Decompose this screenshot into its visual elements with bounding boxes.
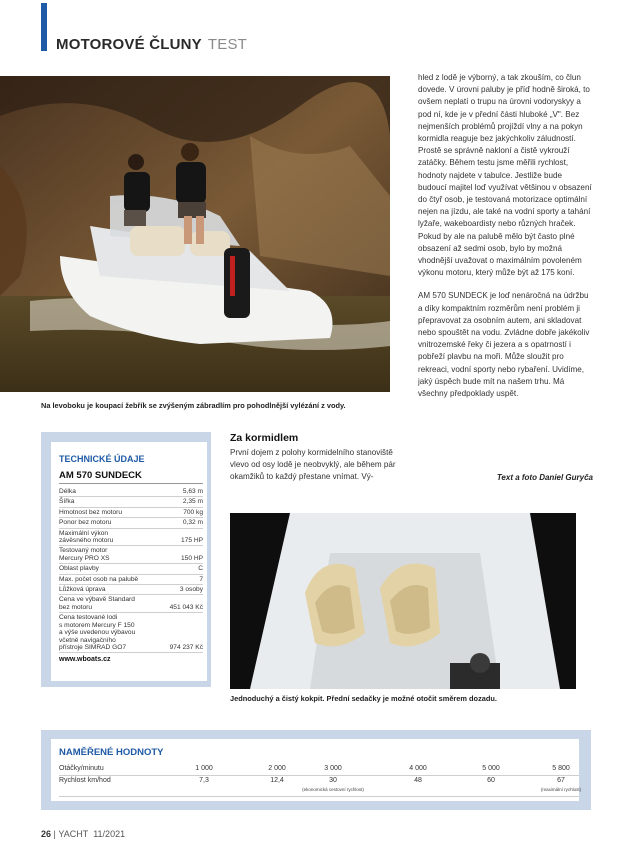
spec-value: 700 kg: [183, 508, 203, 516]
spec-row: [59, 487, 203, 497]
section-title: MOTOROVÉ ČLUNY: [56, 36, 202, 53]
measured-title: NAMĚŘENÉ HODNOTY: [59, 747, 164, 758]
middle-text: První dojem z polohy kormidelního stanoviště vlevo od osy lodě je neobvyklý, ale během pár okamžiků to každý přestane vnímat. Vý-: [230, 448, 396, 482]
photo-caption-2: Jednoduchý a čistý kokpit. Přední sedačky je možné otočit směrem dozadu.: [230, 694, 497, 703]
rpm-row: [59, 764, 579, 776]
spec-value: 974 237 Kč: [169, 643, 203, 651]
specs-title: TECHNICKÉ ÚDAJE: [59, 454, 145, 464]
spec-key: Lůžková úprava: [59, 586, 106, 594]
rpm-value: 1 000: [195, 765, 213, 772]
boat-photo-illustration: [0, 76, 390, 392]
right-column: [418, 72, 593, 411]
tech-specs-panel: [51, 442, 207, 681]
economy-speed-note: (ekonomická cestovní rychlost): [302, 787, 364, 792]
speed-value: 30: [329, 777, 337, 784]
photo-caption-1: Na levoboku je koupací žebřík se zvýšeným zábradlím pro pohodlnější vylézání z vody.: [41, 401, 346, 410]
tech-specs-box: [41, 432, 211, 687]
measured-values-panel: [51, 739, 582, 801]
spec-key: Hmotnost bez motoru: [59, 508, 123, 516]
spec-row: [59, 585, 203, 595]
rpm-value: 3 000: [324, 765, 342, 772]
paragraph-2: AM 570 SUNDECK je loď nenáročná na údržbu a díky kompaktním rozměrům není problém ji přepravovat za osobním autem, ani skladovat nebo spouštět na vodu. Zvládne dobře jakékoliv vnitrozemské řeky či jezera a s opatrností i pobřeží plavbu na moři. Může sloužit pro rekreaci, vodní sporty nebo rybaření. Uvidíme, jaký úspěch bude mít na našem trhu. Má všechny předpoklady uspět.: [418, 291, 590, 399]
subheading: Za kormidlem: [230, 432, 299, 444]
boat-photo: [0, 76, 390, 392]
rpm-label: Otáčky/minutu: [59, 765, 104, 772]
specs-model: AM 570 SUNDECK: [59, 470, 203, 484]
speed-value: 60: [487, 777, 495, 784]
rpm-value: 4 000: [409, 765, 427, 772]
specs-url: www.wboats.cz: [59, 656, 111, 664]
paragraph-1: hled z lodě je výborný, a tak zkouším, co člun dovede. V úrovni paluby je příď hodně široká, to ovšem neplatí o trupu na úrovni vodoryskyy a pod ní, kde je v přední části hluboké „V". Bez nejmenších problémů projíždí vlny a na pokyn kormidla reaguje bez jakýchkoliv záludností. Prostě se správně nakloní a čistě vykrouží zatáčky. Během testu jsme měřili rychlost, hodnoty najdete v tabulce. Jestliže bude budoucí majitel loď využívat většinou v obsazení do čtyř osob, je testovaná motorizace optimální nejen na jízdu, ale také na vodní sporty a tahání lyžaře, wakeboardisty nebo různých hraček. Pokud by ale na palubě mělo být často plné obsazení až sedmi osob, bylo by možná vhodnější uvažovat o maximálním povoleném výkonu motoru, který může být až 175 koní.: [418, 73, 592, 278]
section-label: TEST: [207, 36, 248, 53]
speed-value: 7,3: [199, 777, 209, 784]
spec-row: [59, 508, 203, 518]
cockpit-photo-illustration: [230, 513, 576, 689]
spec-value: 175 HP: [181, 537, 203, 545]
section-header: [56, 36, 247, 53]
spec-key: Max. počet osob na palubě: [59, 575, 139, 583]
spec-row: [59, 497, 203, 507]
spec-value: 451 043 Kč: [169, 603, 203, 611]
spec-key: Šířka: [59, 498, 75, 506]
section-accent-bar: [41, 3, 47, 51]
spec-row: [59, 613, 203, 653]
spec-row: [59, 564, 203, 574]
issue-number: 11/2021: [93, 829, 126, 839]
speed-row: [59, 776, 582, 797]
spec-value: 3 osoby: [179, 586, 203, 594]
speed-value: 48: [414, 777, 422, 784]
spec-key: Cena testované lodi s motorem Mercury F 150 a výše uvedenou výbavou včetně navigačního přístroje SIMRAD GO7: [59, 614, 136, 651]
spec-row: [59, 529, 203, 547]
spec-key: Testovaný motor Mercury PRO XS: [59, 547, 110, 562]
spec-key: Ponor bez motoru: [59, 519, 112, 527]
spec-key: Oblast plavby: [59, 565, 99, 573]
speed-value: 67: [557, 777, 565, 784]
spec-value: 5,63 m: [182, 488, 203, 495]
rpm-value: 5 000: [482, 765, 500, 772]
rpm-value: 2 000: [268, 765, 286, 772]
spec-key: Maximální výkon závěsného motoru: [59, 529, 114, 545]
max-speed-note: (maximální rychlost): [540, 787, 582, 792]
spec-row: [59, 546, 203, 564]
spec-value: 2,35 m: [182, 498, 203, 506]
magazine-name: YACHT: [58, 829, 89, 839]
page-number: 26: [41, 829, 52, 839]
rpm-value: 5 800: [552, 765, 570, 772]
spec-value: 7: [199, 575, 203, 583]
spec-value: 150 HP: [181, 554, 203, 562]
spec-key: Délka: [59, 488, 76, 495]
measured-values-box: [41, 730, 591, 810]
page-footer: 26 | YACHT 11/2021: [41, 829, 126, 839]
spec-key: Cena ve výbavě Standard bez motoru: [59, 596, 135, 611]
author-credit: Text a foto Daniel Guryča: [496, 473, 593, 482]
cockpit-photo: [230, 513, 576, 689]
speed-label: Rychlost km/hod: [59, 777, 111, 784]
spec-value: 0,32 m: [182, 519, 203, 527]
specs-table: [59, 487, 203, 653]
spec-row: [59, 595, 203, 613]
spec-row: [59, 518, 203, 528]
spec-value: C: [198, 565, 203, 573]
spec-row: [59, 575, 203, 585]
speed-value: 12,4: [270, 777, 284, 784]
